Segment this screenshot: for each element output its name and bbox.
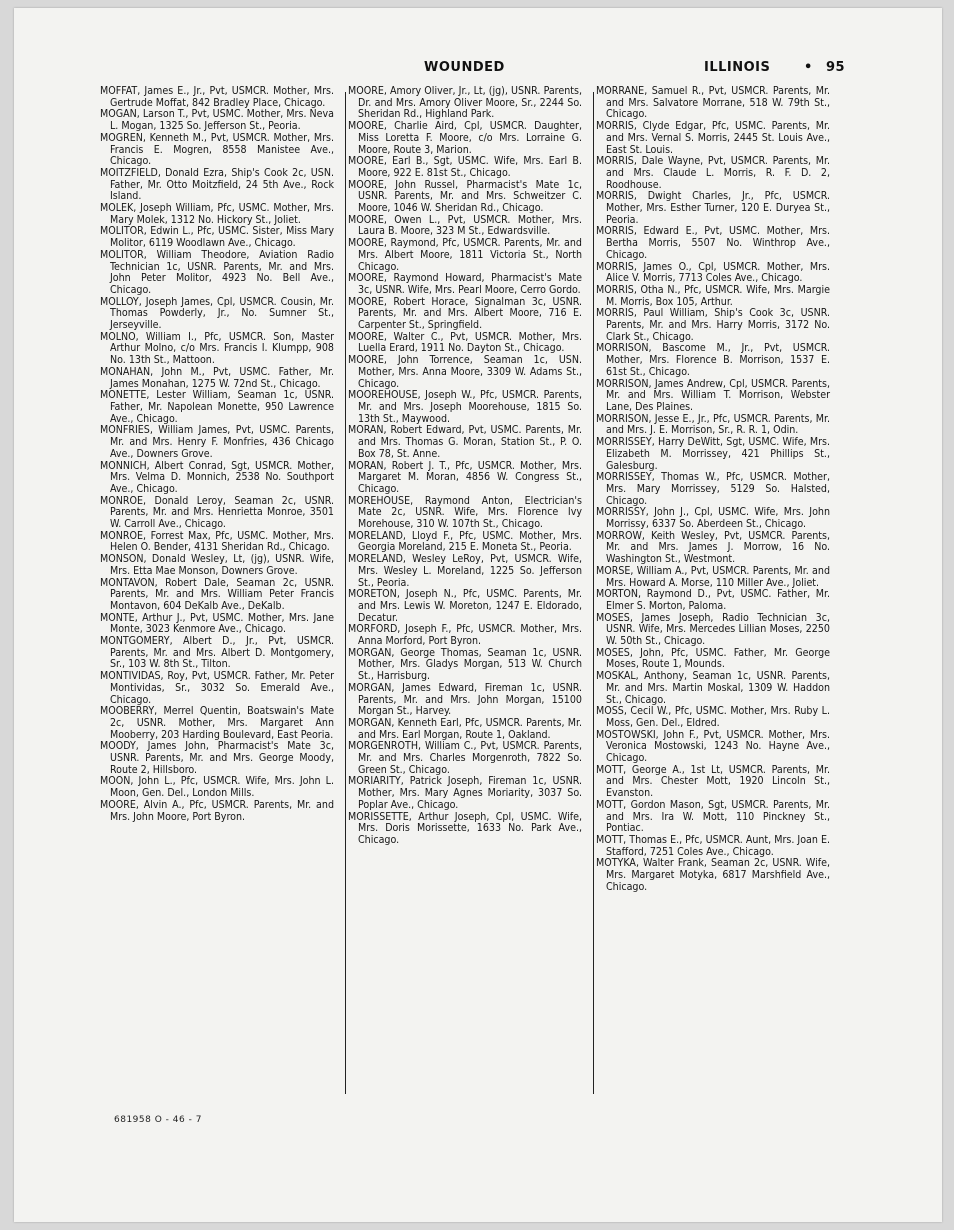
casualty-entry: MORRIS, Paul William, Ship's Cook 3c, USNR. Parents, Mr. and Mrs. Harry Morris, 3172 No. Clark St., Chicago. <box>596 307 830 343</box>
casualty-entry: MORRIS, Dale Wayne, Pvt, USMCR. Parents, Mr. and Mrs. Claude L. Morris, R. F. D. 2, Roodhouse. <box>596 155 830 191</box>
page-number: 95 <box>826 60 846 75</box>
casualty-entry: MORRIS, Dwight Charles, Jr., Pfc, USMCR. Mother, Mrs. Esther Turner, 120 E. Duryea St., Peoria. <box>596 190 830 226</box>
column-left <box>100 86 334 823</box>
casualty-entry: MORFORD, Joseph F., Pfc, USMCR. Mother, Mrs. Anna Morford, Port Byron. <box>348 623 582 648</box>
casualty-entry: MORRISON, Bascome M., Jr., Pvt, USMCR. Mother, Mrs. Florence B. Morrison, 1537 E. 61st St., Chicago. <box>596 342 830 378</box>
casualty-entry: MORRISSY, John J., Cpl, USMC. Wife, Mrs. John Morrissy, 6337 So. Aberdeen St., Chicago. <box>596 506 830 531</box>
casualty-entry: MOTT, Gordon Mason, Sgt, USMCR. Parents, Mr. and Mrs. Ira W. Mott, 110 Pinckney St., Pontiac. <box>596 798 830 835</box>
casualty-entry: MORGENROTH, William C., Pvt, USMCR. Parents, Mr. and Mrs. Charles Morgenroth, 7822 So. Green St., Chicago. <box>348 740 582 776</box>
casualty-entry: MOSES, James Joseph, Radio Technician 3c, USNR. Wife, Mrs. Mercedes Lillian Moses, 2250 W. 50th St., Chicago. <box>596 611 830 648</box>
casualty-entry: MORROW, Keith Wesley, Pvt, USMCR. Parents, Mr. and Mrs. James J. Morrow, 16 No. Washington St., Westmont. <box>596 529 830 566</box>
document-page <box>14 8 942 1222</box>
column-rule <box>345 92 346 1094</box>
casualty-entry: MORELAND, Wesley LeRoy, Pvt, USMCR. Wife, Mrs. Wesley L. Moreland, 1225 So. Jefferson St., Peoria. <box>348 553 582 589</box>
casualty-entry: MOON, John L., Pfc, USMCR. Wife, Mrs. John L. Moon, Gen. Del., London Mills. <box>100 775 334 800</box>
casualty-entry: MORRANE, Samuel R., Pvt, USMCR. Parents, Mr. and Mrs. Salvatore Morrane, 518 W. 79th St., Chicago. <box>596 85 830 121</box>
casualty-entry: MOLITOR, Edwin L., Pfc, USMC. Sister, Miss Mary Molitor, 6119 Woodlawn Ave., Chicago. <box>100 225 334 250</box>
casualty-entry: MORRISSEY, Thomas W., Pfc, USMCR. Mother, Mrs. Mary Morrissey, 5129 So. Halsted, Chicago. <box>596 471 830 507</box>
casualty-entry: MOGREN, Kenneth M., Pvt, USMCR. Mother, Mrs. Francis E. Mogren, 8558 Manistee Ave., Chicago. <box>100 131 334 168</box>
header-bullet: • <box>804 60 813 75</box>
casualty-entry: MOORE, Robert Horace, Signalman 3c, USNR. Parents, Mr. and Mrs. Albert Moore, 716 E. Carpenter St., Springfield. <box>348 295 582 332</box>
casualty-entry: MOLITOR, William Theodore, Aviation Radio Technician 1c, USNR. Parents, Mr. and Mrs. John Peter Molitor, 4923 No. Bell Ave., Chicago. <box>100 248 334 296</box>
casualty-entry: MORRIS, James O., Cpl, USMCR. Mother, Mrs. Alice V. Morris, 7713 Coles Ave., Chicago. <box>596 260 830 285</box>
casualty-entry: MOOBERRY, Merrel Quentin, Boatswain's Mate 2c, USNR. Mother, Mrs. Margaret Ann Mooberry, 203 Harding Boulevard, East Peoria. <box>100 705 334 741</box>
casualty-entry: MOORE, Alvin A., Pfc, USMCR. Parents, Mr. and Mrs. John Moore, Port Byron. <box>100 798 334 823</box>
column-middle <box>348 86 582 847</box>
casualty-entry: MOORE, Raymond, Pfc, USMCR. Parents, Mr. and Mrs. Albert Moore, 1811 Victoria St., North Chicago. <box>348 237 582 273</box>
state-heading: ILLINOIS <box>704 60 771 75</box>
casualty-entry: MOGAN, Larson T., Pvt, USMC. Mother, Mrs. Neva L. Mogan, 1325 So. Jefferson St., Peoria. <box>100 108 334 133</box>
casualty-entry: MORRIS, Clyde Edgar, Pfc, USMC. Parents, Mr. and Mrs. Vernal S. Morris, 2445 St. Louis Ave., East St. Louis. <box>596 120 830 156</box>
casualty-entry: MOITZFIELD, Donald Ezra, Ship's Cook 2c, USN. Father, Mr. Otto Moitzfield, 24 5th Ave., Rock Island. <box>100 166 334 203</box>
casualty-entry: MOOREHOUSE, Joseph W., Pfc, USMCR. Parents, Mr. and Mrs. Joseph Moorehouse, 1815 So. 13th St., Maywood. <box>348 389 582 425</box>
casualty-entry: MORIARITY, Patrick Joseph, Fireman 1c, USNR. Mother, Mrs. Mary Agnes Moriarity, 3037 So. Poplar Ave., Chicago. <box>348 775 582 811</box>
casualty-entry: MORGAN, George Thomas, Seaman 1c, USNR. Mother, Mrs. Gladys Morgan, 513 W. Church St., Harrisburg. <box>348 646 582 683</box>
casualty-entry: MOORE, Raymond Howard, Pharmacist's Mate 3c, USNR. Wife, Mrs. Pearl Moore, Cerro Gordo. <box>348 272 582 296</box>
casualty-entry: MOSKAL, Anthony, Seaman 1c, USNR. Parents, Mr. and Mrs. Martin Moskal, 1309 W. Haddon St., Chicago. <box>596 670 830 706</box>
casualty-entry: MOTT, Thomas E., Pfc, USMCR. Aunt, Mrs. Joan E. Stafford, 7251 Coles Ave., Chicago. <box>596 834 830 858</box>
casualty-entry: MONNICH, Albert Conrad, Sgt, USMCR. Mother, Mrs. Velma D. Monnich, 2538 No. Southport Ave., Chicago. <box>100 459 334 495</box>
casualty-entry: MOTT, George A., 1st Lt, USMCR. Parents, Mr. and Mrs. Chester Mott, 1920 Lincoln St., Evanston. <box>596 763 830 800</box>
casualty-entry: MORAN, Robert J. T., Pfc, USMCR. Mother, Mrs. Margaret M. Moran, 4856 W. Congress St., Chicago. <box>348 459 582 495</box>
casualty-entry: MOREHOUSE, Raymond Anton, Electrician's Mate 2c, USNR. Wife, Mrs. Florence Ivy Morehouse, 310 W. 107th St., Chicago. <box>348 494 582 531</box>
casualty-entry: MOSTOWSKI, John F., Pvt, USMCR. Mother, Mrs. Veronica Mostowski, 1243 No. Hayne Ave., Chicago. <box>596 728 830 765</box>
casualty-entry: MOORE, John Torrence, Seaman 1c, USN. Mother, Mrs. Anna Moore, 3309 W. Adams St., Chicago. <box>348 354 582 390</box>
casualty-entry: MOODY, James John, Pharmacist's Mate 3c, USNR. Parents, Mr. and Mrs. George Moody, Route 2, Hillsboro. <box>100 740 334 776</box>
casualty-entry: MOTYKA, Walter Frank, Seaman 2c, USNR. Wife, Mrs. Margaret Motyka, 6817 Marshfield Ave., Chicago. <box>596 857 830 893</box>
casualty-entry: MOORE, Owen L., Pvt, USMCR. Mother, Mrs. Laura B. Moore, 323 M St., Edwardsville. <box>348 213 582 238</box>
casualty-entry: MOLNO, William I., Pfc, USMCR. Son, Master Arthur Molno, c/o Mrs. Francis I. Klumpp, 908 No. 13th St., Mattoon. <box>100 330 334 367</box>
casualty-entry: MONETTE, Lester William, Seaman 1c, USNR. Father, Mr. Napolean Monette, 950 Lawrence Ave., Chicago. <box>100 389 334 425</box>
casualty-entry: MORAN, Robert Edward, Pvt, USMC. Parents, Mr. and Mrs. Thomas G. Moran, Station St., P. O. Box 78, St. Anne. <box>348 424 582 460</box>
casualty-entry: MONAHAN, John M., Pvt, USMC. Father, Mr. James Monahan, 1275 W. 72nd St., Chicago. <box>100 365 334 390</box>
casualty-entry: MONTE, Arthur J., Pvt, USMC. Mother, Mrs. Jane Monte, 3023 Kenmore Ave., Chicago. <box>100 611 334 636</box>
casualty-entry: MOSS, Cecil W., Pfc, USMC. Mother, Mrs. Ruby L. Moss, Gen. Del., Eldred. <box>596 705 830 729</box>
casualty-entry: MORRIS, Otha N., Pfc, USMCR. Wife, Mrs. Margie M. Morris, Box 105, Arthur. <box>596 283 830 308</box>
casualty-entry: MONTGOMERY, Albert D., Jr., Pvt, USMCR. Parents, Mr. and Mrs. Albert D. Montgomery, Sr., 103 W. 8th St., Tilton. <box>100 635 334 671</box>
casualty-entry: MONSON, Donald Wesley, Lt, (jg), USNR. Wife, Mrs. Etta Mae Monson, Downers Grove. <box>100 553 334 577</box>
casualty-entry: MONFRIES, William James, Pvt, USMC. Parents, Mr. and Mrs. Henry F. Monfries, 436 Chicago Ave., Downers Grove. <box>100 424 334 460</box>
casualty-entry: MOFFAT, James E., Jr., Pvt, USMCR. Mother, Mrs. Gertrude Moffat, 842 Bradley Place, Chicago. <box>100 85 334 109</box>
casualty-entry: MORGAN, James Edward, Fireman 1c, USNR. Parents, Mr. and Mrs. John Morgan, 15100 Morgan St., Harvey. <box>348 681 582 718</box>
casualty-entry: MORTON, Raymond D., Pvt, USMC. Father, Mr. Elmer S. Morton, Paloma. <box>596 588 830 612</box>
section-title: WOUNDED <box>424 60 505 75</box>
casualty-entry: MORRISON, Jesse E., Jr., Pfc, USMCR. Parents, Mr. and Mrs. J. E. Morrison, Sr., R. R. 1, Odin. <box>596 412 830 437</box>
casualty-entry: MOSES, John, Pfc, USMC. Father, Mr. George Moses, Route 1, Mounds. <box>596 646 830 671</box>
column-right <box>596 86 830 894</box>
casualty-entry: MORGAN, Kenneth Earl, Pfc, USMCR. Parents, Mr. and Mrs. Earl Morgan, Route 1, Oakland. <box>348 716 582 741</box>
casualty-entry: MORRISSEY, Harry DeWitt, Sgt, USMC. Wife, Mrs. Elizabeth M. Morrissey, 421 Phillips St., Galesburg. <box>596 436 830 472</box>
casualty-entry: MOORE, John Russel, Pharmacist's Mate 1c, USNR. Parents, Mr. and Mrs. Schweitzer C. Moore, 1046 W. Sheridan Rd., Chicago. <box>348 178 582 215</box>
casualty-entry: MONTAVON, Robert Dale, Seaman 2c, USNR. Parents, Mr. and Mrs. William Peter Francis Montavon, 604 DeKalb Ave., DeKalb. <box>100 576 334 612</box>
casualty-entry: MONTIVIDAS, Roy, Pvt, USMCR. Father, Mr. Peter Montividas, Sr., 3032 So. Emerald Ave., Chicago. <box>100 670 334 706</box>
casualty-entry: MOORE, Amory Oliver, Jr., Lt, (jg), USNR. Parents, Dr. and Mrs. Amory Oliver Moore, Sr., 2244 So. Sheridan Rd., Highland Park. <box>348 85 582 121</box>
casualty-entry: MORISSETTE, Arthur Joseph, Cpl, USMC. Wife, Mrs. Doris Morissette, 1633 No. Park Ave., Chicago. <box>348 810 582 846</box>
casualty-entry: MORSE, William A., Pvt, USMCR. Parents, Mr. and Mrs. Howard A. Morse, 110 Miller Ave., Joliet. <box>596 564 830 589</box>
casualty-entry: MOLLOY, Joseph James, Cpl, USMCR. Cousin, Mr. Thomas Powderly, Jr., No. Sumner St., Jerseyville. <box>100 295 334 332</box>
casualty-entry: MOORE, Charlie Aird, Cpl, USMCR. Daughter, Miss Loretta F. Moore, c/o Mrs. Lorraine G. Moore, Route 3, Marion. <box>348 120 582 156</box>
casualty-entry: MOLEK, Joseph William, Pfc, USMC. Mother, Mrs. Mary Molek, 1312 No. Hickory St., Joliet. <box>100 202 334 226</box>
casualty-entry: MORETON, Joseph N., Pfc, USMC. Parents, Mr. and Mrs. Lewis W. Moreton, 1247 E. Eldorado, Decatur. <box>348 588 582 624</box>
casualty-entry: MONROE, Donald Leroy, Seaman 2c, USNR. Parents, Mr. and Mrs. Henrietta Monroe, 3501 W. Carroll Ave., Chicago. <box>100 494 334 531</box>
casualty-entry: MORRIS, Edward E., Pvt, USMC. Mother, Mrs. Bertha Morris, 5507 No. Winthrop Ave., Chicago. <box>596 225 830 261</box>
casualty-entry: MONROE, Forrest Max, Pfc, USMC. Mother, Mrs. Helen O. Bender, 4131 Sheridan Rd., Chicago. <box>100 529 334 554</box>
print-code: 681958 O - 46 - 7 <box>114 1115 202 1125</box>
casualty-entry: MOORE, Earl B., Sgt, USMC. Wife, Mrs. Earl B. Moore, 922 E. 81st St., Chicago. <box>348 155 582 179</box>
casualty-entry: MORRISON, James Andrew, Cpl, USMCR. Parents, Mr. and Mrs. William T. Morrison, Webster Lane, Des Plaines. <box>596 377 830 413</box>
casualty-entry: MORELAND, Lloyd F., Pfc, USMC. Mother, Mrs. Georgia Moreland, 215 E. Moneta St., Peoria. <box>348 529 582 554</box>
casualty-entry: MOORE, Walter C., Pvt, USMCR. Mother, Mrs. Luella Erard, 1911 No. Dayton St., Chicago. <box>348 330 582 355</box>
column-rule <box>593 92 594 1094</box>
